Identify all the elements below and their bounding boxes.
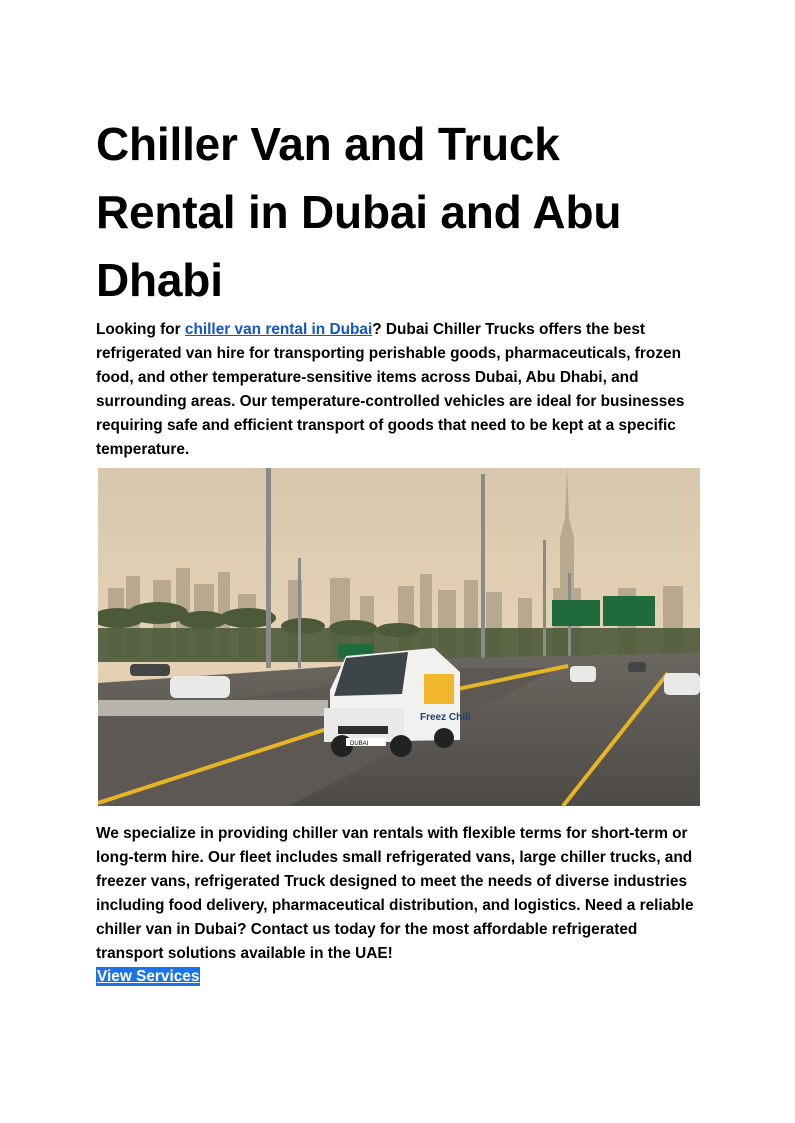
view-services-link[interactable]: View Services (97, 968, 200, 985)
van-plate-text: DUBAI (350, 741, 369, 747)
page-title: Chiller Van and Truck Rental in Dubai and Abu Dhabi (96, 118, 622, 306)
van-brand-text: Freez Chill (420, 712, 471, 723)
chiller-van-rental-link[interactable]: chiller van rental in Dubai (184, 321, 373, 338)
intro-paragraph (96, 318, 700, 462)
intro-prefix: Looking for (96, 321, 185, 338)
intro-suffix: ? Dubai Chiller Trucks offers the best refrigerated van hire for transporting perishable goods, pharmaceuticals, frozen food, and other temperature-sensitive items across Dubai, Abu Dhabi, and surrounding areas. Our temperature-controlled vehicles are ideal for businesses requiring safe and efficient transport of goods that need to be kept at a specific temperature. (96, 321, 685, 458)
document-page (96, 110, 700, 986)
chiller-van-highway-photo (98, 468, 700, 806)
services-paragraph: We specialize in providing chiller van rentals with flexible terms for short-term or long-term hire. Our fleet includes small refrigerated vans, large chiller trucks, and freezer vans, refrigerated Truck designed to meet the needs of diverse industries including food delivery, pharmaceutical distribution, and logistics. Need a reliable chiller van in Dubai? Contact us today for the most affordable refrigerated transport solutions available in the UAE! (96, 825, 694, 962)
chiller-van (324, 648, 471, 757)
